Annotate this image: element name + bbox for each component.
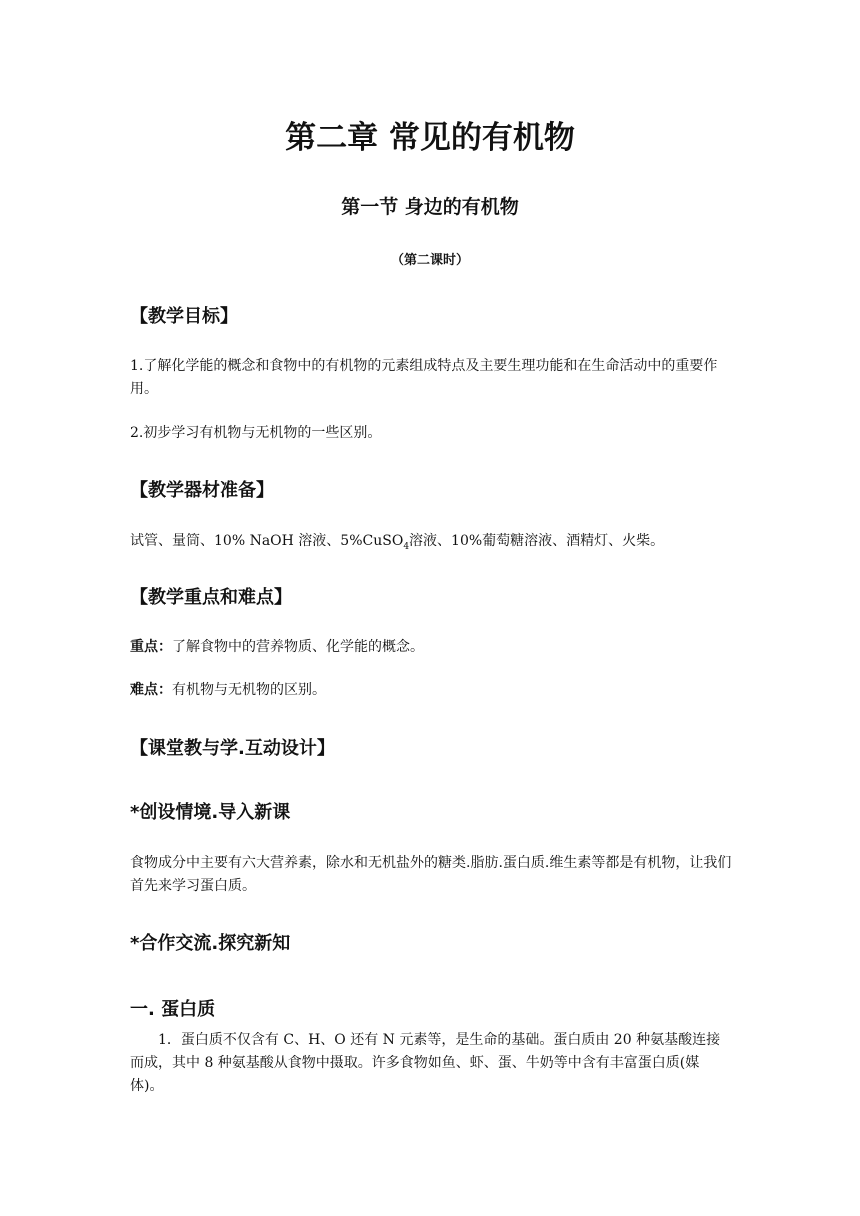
lesson-label: （第二课时） (390, 253, 469, 268)
key-point-text: 了解食物中的营养物质、化学能的概念。 (172, 639, 424, 655)
intro-heading: *创设情境.导入新课 (130, 802, 291, 823)
materials-heading: 【教学器材准备】 (130, 480, 274, 501)
difficult-point-text: 有机物与无机物的区别。 (172, 682, 326, 698)
objectives-heading: 【教学目标】 (130, 306, 238, 327)
materials-subscript: 4 (403, 541, 410, 552)
chapter-title: 第二章 常见的有机物 (285, 120, 575, 156)
key-point-label: 重点： (130, 639, 172, 655)
protein-item-1: 1．蛋白质不仅含有 C、H、O 还有 N 元素等，是生命的基础。蛋白质由 20 种氨基酸连接而成，其中 8 种氨基酸从食物中摄取。许多食物如鱼、虾、蛋、牛奶等中含有丰富蛋白质(媒体)。 (130, 1032, 721, 1094)
objective-item-1: 1.了解化学能的概念和食物中的有机物的元素组成特点及主要生理功能和在生命活动中的重要作用。 (130, 358, 718, 397)
materials-text-main: 试管、量筒、10% NaOH 溶液、5%CuSO (130, 533, 404, 549)
materials-text (130, 530, 732, 559)
difficult-point-label: 难点： (130, 682, 172, 698)
interaction-heading: 【课堂教与学.互动设计】 (130, 738, 335, 759)
intro-text: 食物成分中主要有六大营养素，除水和无机盐外的糖类.脂肪.蛋白质.维生素等都是有机物，让我们首先来学习蛋白质。 (130, 855, 732, 894)
difficult-point (130, 679, 732, 702)
materials-text-rest: 溶液、10%葡萄糖溶液、酒精灯、火柴。 (409, 533, 665, 549)
protein-heading: 一. 蛋白质 (130, 999, 216, 1020)
objective-item-2: 2.初步学习有机物与无机物的一些区别。 (130, 425, 382, 441)
key-points-heading: 【教学重点和难点】 (130, 587, 292, 608)
key-point (130, 636, 732, 659)
explore-heading: *合作交流.探究新知 (130, 933, 291, 954)
section-title: 第一节 身边的有机物 (341, 196, 519, 218)
